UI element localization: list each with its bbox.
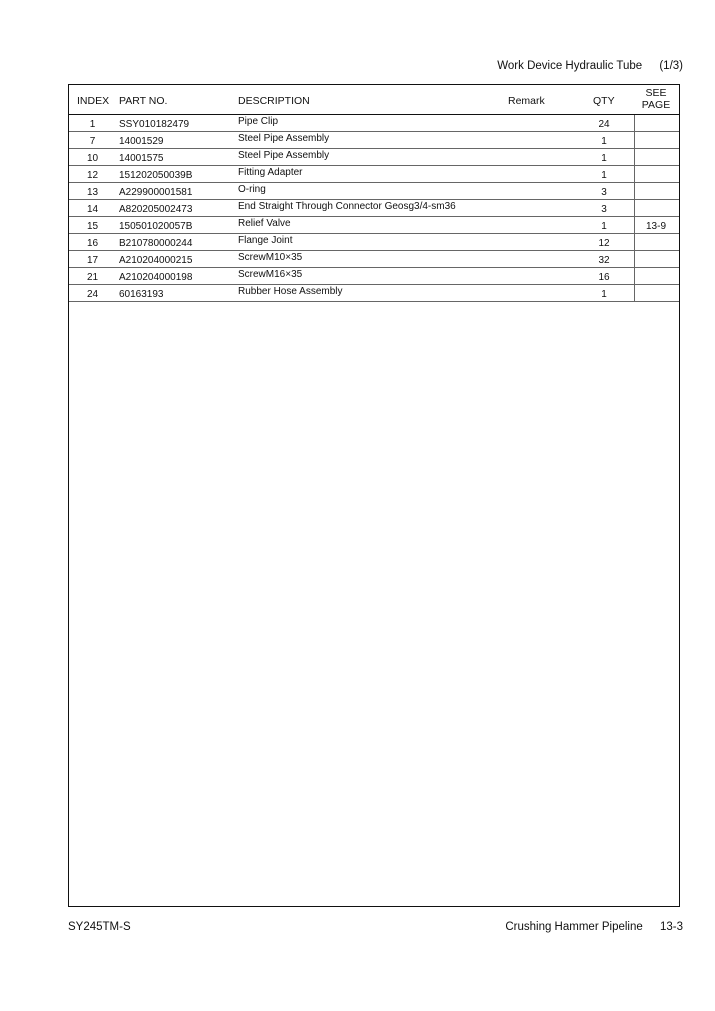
cell-part-no: 150501020057B: [119, 221, 193, 232]
cell-description: Rubber Hose Assembly: [238, 286, 343, 297]
cell-qty: 3: [601, 187, 607, 198]
page-header: [497, 60, 683, 72]
table-row: [69, 251, 679, 268]
table-row: [69, 217, 679, 234]
cell-index: 7: [89, 136, 96, 147]
table-row: [69, 149, 679, 166]
cell-description: End Straight Through Connector Geosg3/4-sm36: [238, 201, 456, 212]
column-header-part-no: PART NO.: [119, 95, 168, 107]
cell-qty: 1: [601, 221, 607, 232]
see-page-line1: SEE: [645, 87, 667, 99]
cell-qty: 24: [598, 119, 610, 130]
page-title: Work Device Hydraulic Tube: [497, 60, 643, 72]
table-body: [69, 115, 679, 302]
cell-description: Fitting Adapter: [238, 167, 303, 178]
cell-part-no: 60163193: [119, 289, 164, 300]
footer-section: Crushing Hammer Pipeline: [505, 921, 643, 933]
cell-description: Steel Pipe Assembly: [238, 150, 330, 161]
cell-description: Pipe Clip: [238, 116, 279, 127]
cell-part-no: A210204000198: [119, 272, 193, 283]
table-row: [69, 234, 679, 251]
cell-see-page: 13-9: [645, 221, 666, 232]
footer-right: [505, 921, 683, 933]
page-indicator: (1/3): [659, 60, 683, 72]
cell-qty: 1: [601, 170, 607, 181]
cell-qty: 1: [601, 153, 607, 164]
cell-index: 24: [86, 289, 99, 300]
cell-description: Relief Valve: [238, 218, 291, 229]
column-header-description: DESCRIPTION: [238, 95, 310, 107]
cell-index: 10: [86, 153, 99, 164]
cell-part-no: B210780000244: [119, 238, 193, 249]
column-header-qty: QTY: [593, 95, 615, 107]
footer-page-number: 13-3: [659, 921, 683, 933]
cell-description: O-ring: [238, 184, 266, 195]
cell-index: 13: [86, 187, 99, 198]
cell-description: ScrewM16×35: [238, 269, 303, 280]
cell-index: 17: [86, 255, 99, 266]
see-page-line2: PAGE: [641, 99, 671, 111]
table-row: [69, 200, 679, 217]
table-row: [69, 285, 679, 302]
table-row: [69, 166, 679, 183]
cell-qty: 12: [598, 238, 610, 249]
cell-index: 15: [86, 221, 99, 232]
cell-qty: 16: [598, 272, 610, 283]
cell-part-no: A820205002473: [119, 204, 193, 215]
table-row: [69, 115, 679, 132]
cell-qty: 3: [601, 204, 607, 215]
cell-description: Steel Pipe Assembly: [238, 133, 330, 144]
cell-description: ScrewM10×35: [238, 252, 303, 263]
table-row: [69, 268, 679, 285]
table-row: [69, 132, 679, 149]
see-page-column-divider: [634, 115, 635, 302]
table-row: [69, 183, 679, 200]
cell-index: 16: [86, 238, 99, 249]
cell-part-no: A229900001581: [119, 187, 193, 198]
cell-part-no: A210204000215: [119, 255, 193, 266]
column-header-see-page: [635, 87, 677, 111]
cell-part-no: 14001529: [119, 136, 164, 147]
cell-part-no: 14001575: [119, 153, 164, 164]
column-header-remark: Remark: [508, 95, 545, 107]
cell-index: 14: [86, 204, 99, 215]
table-header-row: [69, 85, 679, 115]
cell-qty: 1: [601, 136, 607, 147]
cell-part-no: 151202050039B: [119, 170, 193, 181]
cell-description: Flange Joint: [238, 235, 293, 246]
column-header-index: INDEX: [77, 95, 110, 107]
cell-index: 21: [86, 272, 99, 283]
cell-qty: 32: [598, 255, 610, 266]
cell-index: 12: [86, 170, 99, 181]
cell-index: 1: [89, 119, 96, 130]
footer-model: SY245TM-S: [68, 921, 131, 933]
cell-part-no: SSY010182479: [119, 119, 190, 130]
cell-qty: 1: [601, 289, 607, 300]
parts-table-frame: [68, 84, 680, 907]
